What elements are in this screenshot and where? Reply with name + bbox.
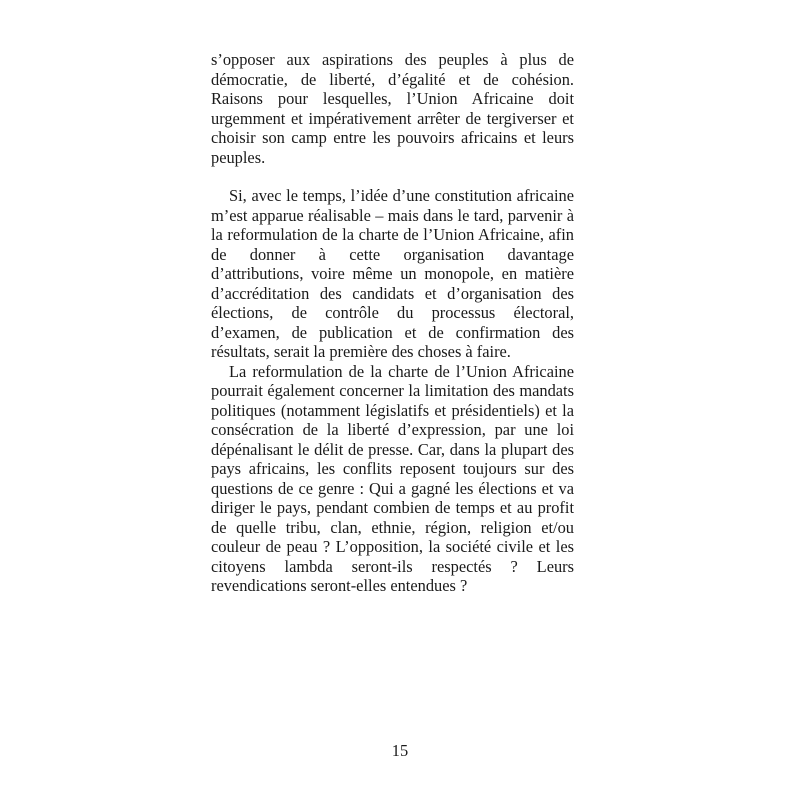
page-number: 15: [391, 741, 409, 760]
book-page: [211, 50, 574, 770]
paragraph-1: s’opposer aux aspirations des peuples à plus de démocratie, de liberté, d’égalité et de cohésion. Raisons pour lesquelles, l’Union Africaine doit urgemment et impérativement arrêter de tergiverser et choisir son camp entre les pouvoirs africains et leurs peuples.: [211, 50, 574, 167]
paragraph-gap: [211, 167, 574, 186]
paragraph-2: Si, avec le temps, l’idée d’une constitution africaine m’est apparue réalisable – mais dans le tard, parvenir à la reformulation de la charte de l’Union Africaine, afin de donner à cette organisation davantage d’attributions, voire même un monopole, en matière d’accréditation des candidats et d’organisation des élections, de contrôle du processus électoral, d’examen, de publication et de confirmation des résultats, serait la première des choses à faire.: [211, 186, 574, 361]
paragraph-3: La reformulation de la charte de l’Union Africaine pourrait également concerner la limitation des mandats politiques (notamment législatifs et présidentiels) et la consécration de la liberté d’expression, par une loi dépénalisant le délit de presse. Car, dans la plupart des pays africains, les conflits reposent toujours sur des questions de ce genre : Qui a gagné les élections et va diriger le pays, pendant combien de temps et au profit de quelle tribu, clan, ethnie, région, religion et/ou couleur de peau ? L’opposition, la société civile et les citoyens lambda seront-ils respectés ? Leurs revendications seront-elles entendues ?: [211, 361, 574, 595]
